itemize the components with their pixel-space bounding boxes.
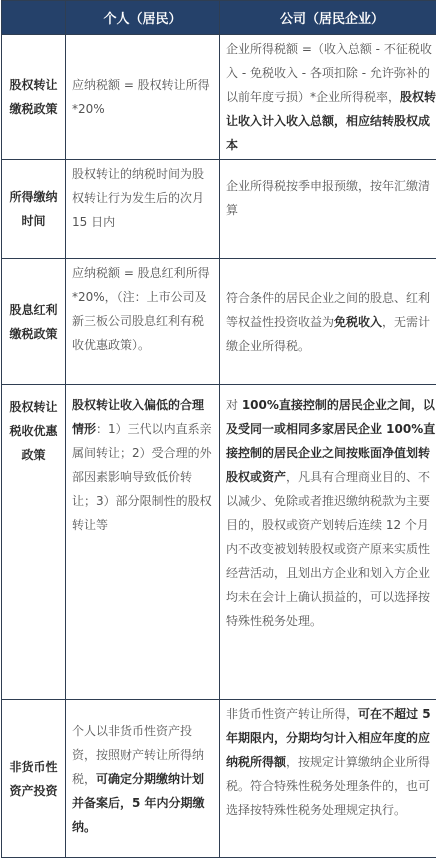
header-individual: 个人（居民） [66, 1, 220, 35]
individual-cell [66, 160, 220, 259]
cell-bold-text: 股权转让收入计入收入总额，相应结转股权成本 [226, 90, 436, 152]
cell-bold-text: 股权转让收入偏低的合理情形 [72, 398, 205, 436]
cell-text: 对 [226, 398, 242, 412]
company-cell [220, 700, 436, 858]
cell-text: ，按规定计算缴纳企业所得税。符合特殊性税务处理条件的，也可选择按特殊性税务处理规定执行。 [226, 755, 431, 817]
table-row [2, 35, 436, 160]
table-row [2, 700, 436, 858]
header-empty-cell [2, 1, 66, 35]
cell-bold-text: 100%直接控制的居民企业之间，以及受同一或相同多家居民企业 100%直接控制的居民企业之间按账面净值划转股权或资产 [226, 398, 436, 484]
cell-text: ，无需计缴企业所得税。 [226, 314, 431, 353]
individual-cell [66, 259, 220, 385]
company-cell [220, 385, 436, 700]
cell-text: 企业所得税额 =（收入总额 - 不征税收入 - 免税收入 - 各项扣除 - 允许弥补的以前年度亏损）*企业所得税率， [226, 42, 432, 104]
individual-cell [66, 35, 220, 160]
cell-text: 应纳税额 = 股息红利所得*20%，（注：上市公司及新三板公司股息红利有税收优惠政策）。 [72, 266, 210, 352]
cell-bold-text: 可确定分期缴纳计划并备案后，5 年内分期缴纳。 [72, 771, 205, 834]
cell-text: 股权转让的纳税时间为股权转让行为发生后的次月 15 日内 [72, 167, 205, 229]
cell-text: 应纳税额 = 股权转让所得*20% [72, 78, 210, 116]
row-label: 股息红利缴税政策 [2, 259, 66, 385]
company-cell [220, 160, 436, 259]
row-label: 非货币性资产投资 [2, 700, 66, 858]
cell-text: ：1）三代以内直系亲属间转让；2）受合理的外部因素影响导致低价转让；3）部分限制性的股权转让等 [72, 422, 212, 532]
row-label: 所得缴纳时间 [2, 160, 66, 259]
cell-text: 非货币性资产转让所得， [226, 707, 359, 721]
company-cell [220, 259, 436, 385]
table-row [2, 160, 436, 259]
row-label: 股权转让缴税政策 [2, 35, 66, 160]
header-company: 公司（居民企业） [220, 1, 436, 35]
tax-comparison-table [1, 0, 436, 858]
individual-cell [66, 385, 220, 700]
cell-text: 企业所得税按季申报预缴，按年汇缴清算 [226, 179, 431, 217]
table-header-row [2, 1, 436, 35]
cell-text: 符合条件的居民企业之间的股息、红利等权益性投资收益为 [226, 290, 431, 329]
cell-text: 个人以非货币性资产投资，按照财产转让所得纳税， [72, 723, 205, 786]
row-label: 股权转让税收优惠政策 [2, 385, 66, 700]
table-row [2, 259, 436, 385]
cell-bold-text: 可在不超过 5 年期限内，分期均匀计入相应年度的应纳税所得额 [226, 707, 431, 769]
individual-cell [66, 700, 220, 858]
cell-bold-text: 免税收入 [334, 314, 383, 329]
table-row [2, 385, 436, 700]
cell-text: ，凡具有合理商业目的、不以减少、免除或者推迟缴纳税款为主要目的，股权或资产划转后连续 12 个月内不改变被划转股权或资产原来实质性经营活动，且划出方企业和划入方企业均未在会计上确认损益的，可以选择按特殊性税务处理。 [226, 470, 431, 628]
company-cell [220, 35, 436, 160]
